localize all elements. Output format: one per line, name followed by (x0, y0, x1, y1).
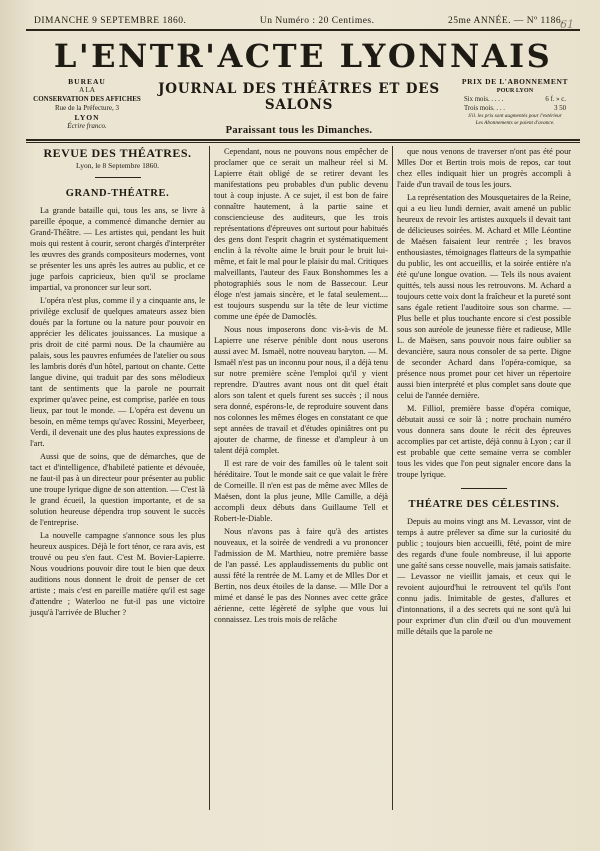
bureau-block (32, 77, 142, 131)
six-months-label: Six mois. . . . . (464, 96, 504, 103)
masthead-rule (26, 139, 580, 141)
subscription-three-months (456, 104, 574, 113)
bureau-address: Rue de la Préfecture, 3 (55, 104, 119, 112)
subsection-grand-theatre: GRAND-THÉATRE. (65, 188, 170, 199)
column-1 (26, 146, 209, 810)
bureau-a-la: A LA (79, 86, 95, 94)
paragraph: Il est rare de voir des familles où le talent soit héréditaire. Tout le monde sait ce que valait le frère de Corneille. Il n'en est pas de même avec Mlles de Maësen, dont la plus jeune, Mlle Camille, a déjà accompli deux débuts dans Guillaume Tell et Robert-le-Diable. (214, 459, 388, 523)
paragraph: Depuis au moins vingt ans M. Levassor, vint de temps à autre prélever sa dîme sur la curiosité du public ; toujours bien accueilli, fêté, point de mire des regards d'une foule nombreuse, il lui apporte une gaîté sans cesse nouvelle, mais jamais satisfaite. — Levassor ne vieillit jamais, et ceux qui le revoient aujourd'hui le retrouvent tel qu'ils l'ont connu jadis. Inimitable de gestes, d'allures et d'intonnations, il a des secrets qui ne sont qu'à lui pour exprimer d'un clin d'œil ou d'un mouvement mille détails que la parole ne (397, 517, 571, 636)
paragraph: Nous nous imposerons donc vis-à-vis de M. Lapierre une réserve pénible dont nous userons aussi avec M. Ismaël, notre nouveau baryton. — M. Ismaël n'est pas un inconnu pour nous, il a déjà tenu sur notre première scène l'emploi qu'il y vient reprendre. D'autres avant nous ont dit quel était alors son talent et quels furent ses succès ; il nous sera donné, espérons-le, de reproduire souvent dans nos colonnes les mêmes éloges en constatant ce que sept années de travail et d'études opiniâtres ont pu ajouter de charme, de finesse et d'ampleur à un talent déjà complet. (214, 325, 388, 455)
journal-subtitle: JOURNAL DES THÉÂTRES ET DES SALONS (158, 81, 440, 113)
three-months-price: 3 50 (554, 105, 566, 112)
masthead-subrow (26, 77, 580, 139)
subscription-block (456, 77, 574, 127)
short-rule (461, 488, 507, 489)
short-rule (95, 177, 141, 178)
paragraph: L'opéra n'est plus, comme il y a cinquante ans, le privilège exclusif de quelques amateurs assez bien doués par la fortune ou la nature pour pouvoir en apprécier les délicates jouissances. La musique a pris droit de cité parmi nous. De la chaumière au palais, sous les pauvres enfumées de l'atelier ou sous les lambris dorés d'un hôtel, partout on chante. Cette langue divine, qui traduit par des sons mélodieux tant de sentiments que la parole ne pourrait exprimer qu'avec peine, est comprise, parlée en tous lieux, par tout le monde. — L'opéra est devenu un besoin, en même temps qu'avec Rossini, Meyerbeer, Verdi, il devenait une des plus hautes expressions de l'art. (30, 296, 205, 448)
paragraph: La représentation des Mousquetaires de la Reine, qui a eu lieu lundi dernier, avait amené un public heureux de revoir les artistes auxquels il devait tant de délicieuses soirées. M. Achard et Mlle Léontine de Maësen faisaient leur rentrée ; les bravos enthousiastes, témoignages flatteurs de la sympathie du public, les ont accueillis, et la soirée entière n'a été qu'une longue ovation. — Tels ils nous avaient quittés, tels aussi nous les retrouvons. M. Achard a toujours cette voix dont la fraîcheur et la pureté sont sans égale retient l'auditoire sous son charme. — Plus belle et plus touchante encore si c'est possible sous son auréole de jeunesse fière et radieuse, Mlle L. de Maësen, sans pouvoir nous faire oublier sa devancière, saura nous consoler de sa perte. Digne de seconder Achard dans l'opéra-comique, sa présence nous promet pour cet hiver un répertoire aussi bien interprété et plus complet sans doute que celui de l'année dernière. (397, 193, 571, 400)
article-columns (26, 146, 580, 810)
issue-price: Un Numéro : 20 Centimes. (259, 16, 375, 26)
three-months-label: Trois mois. . . . (464, 105, 505, 112)
issue-number: 25me ANNÉE. — Nº 1186. (448, 16, 564, 26)
six-months-price: 6 f. » c. (545, 96, 566, 103)
masthead-rule-thin (26, 142, 580, 143)
subscription-note-2: Les Abonnements se paient d'avance. (475, 120, 555, 126)
bureau-city: LYON (74, 113, 100, 122)
column-3 (392, 146, 575, 810)
masthead-title: L'ENTR'ACTE LYONNAIS (53, 37, 553, 75)
subsection-celestins: THÉATRE DES CÉLESTINS. (408, 499, 560, 510)
paragraph: M. Filliol, première basse d'opéra comique, débutait aussi ce soir là ; notre prochain numéro vous donnera sans doute le récit des épreuves accomplies par cet artiste, déjà connu à Lyon ; car il est probable que cette semaine verra se combler tous les vides que l'on peut signaler encore dans la troupe lyrique. (397, 404, 571, 479)
publication-frequency: Paraissant tous les Dimanches. (225, 125, 373, 136)
section-title: REVUE DES THÉATRES. (43, 146, 192, 160)
subscription-note-1: S'il. les prix sont augmentés pour l'extérieur (468, 113, 562, 119)
bureau-note: Écrire franco. (67, 122, 107, 130)
issue-date: DIMANCHE 9 SEPTEMBRE 1860. (34, 16, 187, 26)
page-number: 61 (560, 18, 574, 31)
subscription-six-months (456, 95, 574, 104)
bureau-label: BUREAU (68, 77, 106, 86)
paragraph: Nous n'avons pas à faire qu'à des artistes nouveaux, et la soirée de vendredi a vu prononcer l'admission de M. Marthieu, notre première basse de l'an passé. Les applaudissements du public ont aussi fêté la rentrée de M. Lamy et de Mlles Dor et Bertin, nos deux étoiles de la danse. — Mlle Dor a mimé et dansé le pas des Nonnes avec cette grâce aérienne, cette légèreté de sylphe que vous lui connaissez. Les trois mois de relâche (214, 527, 388, 624)
masthead-center (142, 77, 456, 136)
header-line (26, 16, 580, 29)
header-rule (26, 29, 580, 31)
paragraph: La grande bataille qui, tous les ans, se livre à pareille époque, a commencé dimanche dernier au Grand-Théâtre. — Les artistes qui, pendant les huit mois qui restent à courir, seront chargés d'interpréter les œuvres des grands compositeurs modernes, vont se présenter les uns après les autres au public, et ce juge parfois capricieux, bien qu'il se proclame impartial, va prononcer sur leur sort. (30, 206, 205, 292)
paragraph: La nouvelle campagne s'annonce sous les plus heureux auspices. Déjà le fort ténor, ce rara avis, est trouvé ou peu s'en faut. C'est M. Bovier-Lapierre. Nous voudrions pouvoir dire tout le bien que deux auditions nous donnent le droit de penser de cet artiste ; mais c'est en pareille matière qu'il est sage d'attendre ; Waterloo ne fut-il pas une victoire jusqu'à l'arrivée de Blucher ? (30, 531, 205, 617)
subscription-title: PRIX DE L'ABONNEMENT (461, 77, 569, 86)
subscription-city: POUR LYON (496, 87, 534, 94)
paragraph: Cependant, nous ne pouvons nous empêcher de proclamer que ce serait un malheur réel si M. Lapierre était obligé de se retirer devant les manifestations peu probables d'un public devenu tout à coup injuste. A ce sujet, il est bon de faire connaître hautement, à la partie saine et consciencieuse des auditeurs, que les trois représentations d'épreuves ont surtout pour habitués des gens dont l'esprit chagrin et systématiquement enclin à la révolte aime le bruit pour le bruit lui-même, et fait le mal pour le plaisir du mal. Critiques malveillants, l'auteur des Faux Bonshommes les a photographiés sous le nom de Bassecour. Leur éloge n'est jamais sincère, et le fatal seulement.... est toujours suspendu sur la tête de leur victime comme une épée de Damoclès. (214, 147, 388, 321)
column-2 (209, 146, 392, 810)
dateline: Lyon, le 8 Septembre 1860. (76, 161, 159, 170)
paragraph: que nous venons de traverser n'ont pas été pour Mlles Dor et Bertin trois mois de repos, car tout chez elles indiquait hier un progrès accompli à l'aide d'un travail de tous les jours. (397, 147, 571, 189)
bureau-conservation: CONSERVATION DES AFFICHES (33, 95, 141, 103)
paragraph: Aussi que de soins, que de démarches, que de tact et d'intelligence, d'habileté patiente et dévouée, ne faut-il pas à un directeur pour présenter au public une troupe lyrique digne de son attention. — C'est là le grand écueil, la question importante, et de sa solution heureuse dépendra trop souvent le succès de l'entreprise. (30, 452, 205, 527)
